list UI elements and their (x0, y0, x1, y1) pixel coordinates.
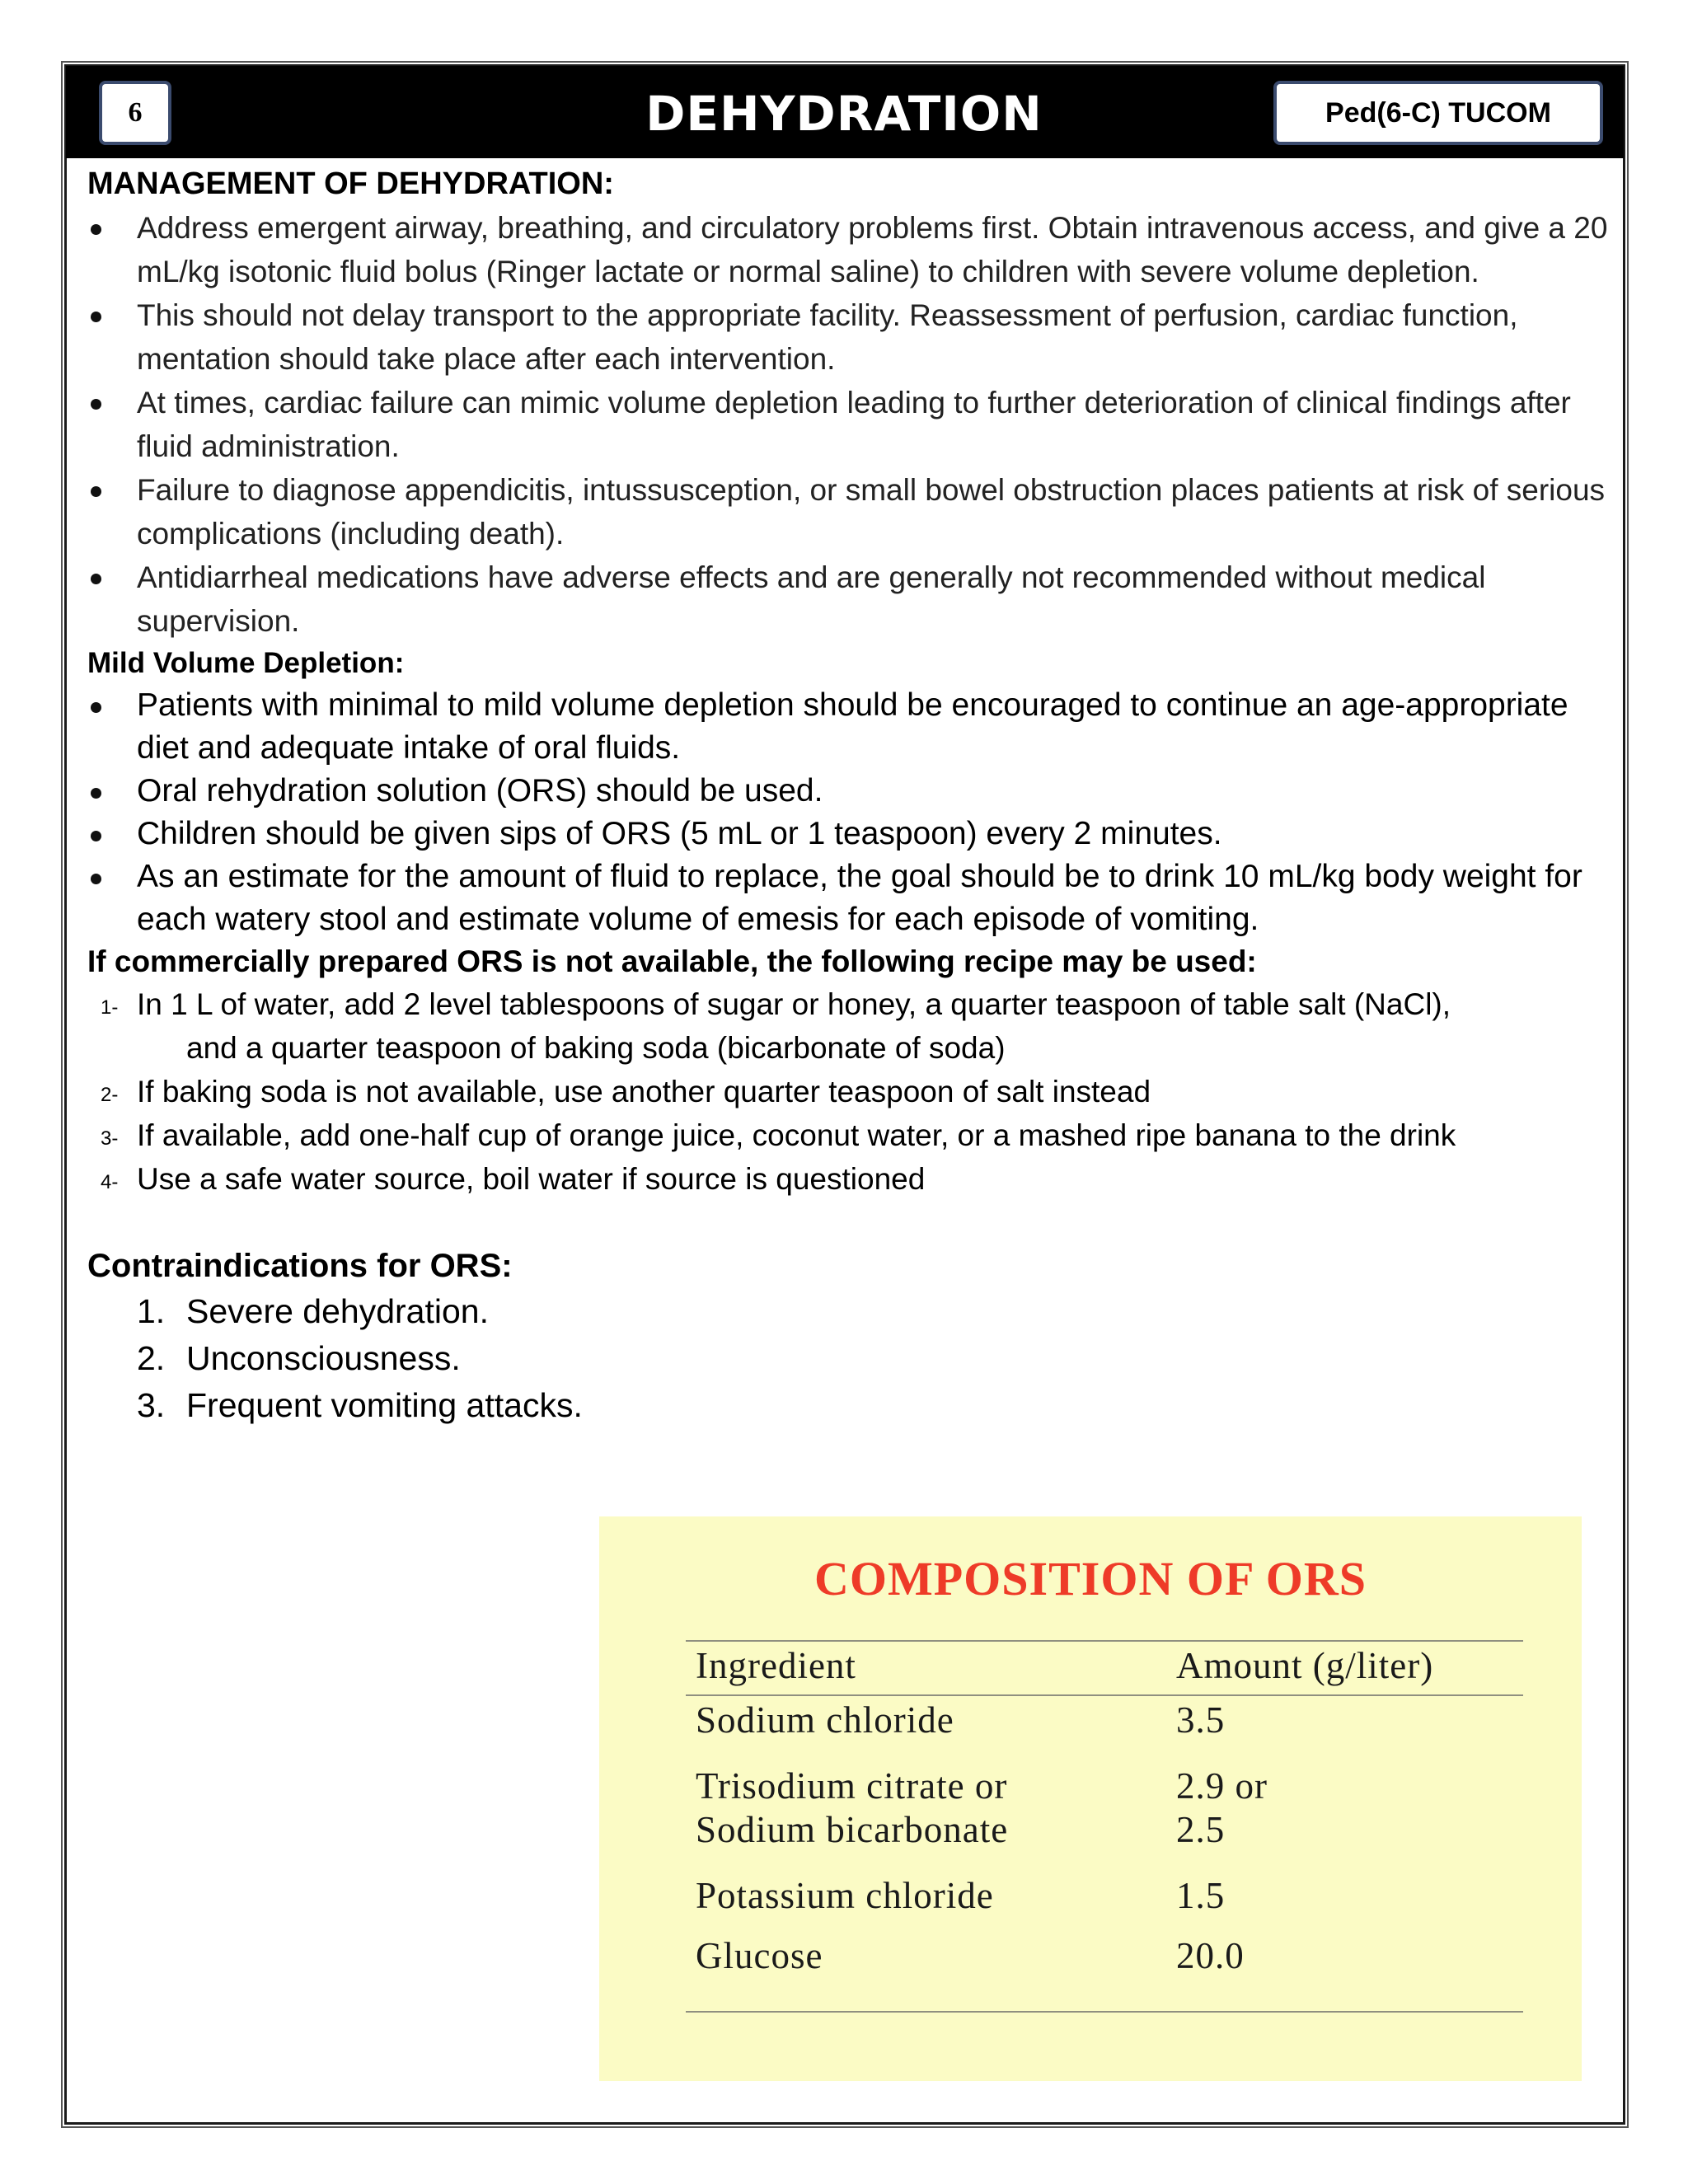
list-item (87, 982, 1612, 1070)
list-item (137, 1288, 1612, 1335)
table-rule-header (686, 1694, 1523, 1696)
main-content (87, 162, 1612, 1429)
table-rule-top (686, 1640, 1523, 1642)
list-item: Antidiarrheal medications have adverse effects and are generally not recommended without medical supervision. (87, 555, 1612, 643)
recipe-list (87, 982, 1612, 1201)
recipe-heading: If commercially prepared ORS is not available, the following recipe may be used: (87, 944, 1257, 978)
column-header-ingredient: Ingredient (696, 1645, 856, 1686)
recipe-number: 2- (101, 1084, 119, 1106)
amount-cell: 2.9 or (1176, 1765, 1268, 1807)
ors-composition-figure (599, 1516, 1582, 2081)
recipe-number: 4- (101, 1171, 119, 1193)
mild-depletion-heading: Mild Volume Depletion: (87, 647, 405, 679)
recipe-text: Use a safe water source, boil water if source is questioned (137, 1162, 926, 1196)
recipe-text: If baking soda is not available, use another quarter teaspoon of salt instead (137, 1075, 1151, 1108)
recipe-number: 3- (101, 1127, 119, 1150)
course-badge: Ped(6-C) TUCOM (1273, 81, 1603, 145)
table-rule-bottom (686, 2011, 1523, 2013)
list-item (87, 1070, 1612, 1113)
amount-cell: 3.5 (1176, 1699, 1226, 1741)
item-text: Unconsciousness. (186, 1339, 461, 1377)
recipe-number: 1- (101, 996, 119, 1019)
ingredient-cell: Potassium chloride (696, 1875, 994, 1916)
management-list (87, 206, 1612, 643)
item-number: 1. (137, 1292, 166, 1330)
item-number: 2. (137, 1339, 166, 1377)
list-item (137, 1335, 1612, 1382)
list-item (87, 1113, 1612, 1157)
list-item (87, 1157, 1612, 1201)
amount-cell: 1.5 (1176, 1875, 1226, 1916)
ingredient-cell: Sodium bicarbonate (696, 1809, 1009, 1850)
ingredient-cell: Trisodium citrate or (696, 1765, 1008, 1807)
contraindications-heading: Contraindications for ORS: (87, 1248, 513, 1284)
ingredient-cell: Glucose (696, 1935, 823, 1976)
list-item: At times, cardiac failure can mimic volume depletion leading to further deterioration of clinical findings after fluid administration. (87, 381, 1612, 468)
management-heading: MANAGEMENT OF DEHYDRATION: (87, 166, 614, 201)
list-item: Address emergent airway, breathing, and circulatory problems first. Obtain intravenous access, and give a 20 mL/kg isotonic fluid bolus (Ringer lactate or normal saline) to children with severe volume depletion. (87, 206, 1612, 293)
item-text: Severe dehydration. (186, 1292, 489, 1330)
ingredient-cell: Sodium chloride (696, 1699, 954, 1741)
page-title: DEHYDRATION (645, 86, 1043, 142)
column-header-amount: Amount (g/liter) (1176, 1645, 1434, 1686)
recipe-text: If available, add one-half cup of orange juice, coconut water, or a mashed ripe banana to the drink (137, 1118, 1456, 1152)
item-number: 3. (137, 1386, 166, 1424)
list-item: Patients with minimal to mild volume depletion should be encouraged to continue an age-appropriate diet and adequate intake of oral fluids. (87, 684, 1612, 770)
list-item: Failure to diagnose appendicitis, intussusception, or small bowel obstruction places patients at risk of serious complications (including death). (87, 468, 1612, 555)
list-item (137, 1382, 1612, 1429)
amount-cell: 20.0 (1176, 1935, 1245, 1976)
list-item: Children should be given sips of ORS (5 mL or 1 teaspoon) every 2 minutes. (87, 813, 1612, 855)
ors-table-title: COMPOSITION OF ORS (814, 1552, 1367, 1605)
amount-cell: 2.5 (1176, 1809, 1226, 1850)
recipe-text: In 1 L of water, add 2 level tablespoons of sugar or honey, a quarter teaspoon of table salt (NaCl), (137, 987, 1451, 1021)
mild-depletion-list (87, 684, 1612, 941)
item-text: Frequent vomiting attacks. (186, 1386, 583, 1424)
page-number-badge: 6 (99, 81, 171, 145)
list-item: This should not delay transport to the appropriate facility. Reassessment of perfusion, cardiac function, mentation should take place after each intervention. (87, 293, 1612, 381)
recipe-text-continued: and a quarter teaspoon of baking soda (bicarbonate of soda) (186, 1031, 1006, 1065)
list-item: Oral rehydration solution (ORS) should be used. (87, 770, 1612, 813)
list-item: As an estimate for the amount of fluid to replace, the goal should be to drink 10 mL/kg body weight for each watery stool and estimate volume of emesis for each episode of vomiting. (87, 855, 1612, 941)
contraindications-list (87, 1288, 1612, 1429)
